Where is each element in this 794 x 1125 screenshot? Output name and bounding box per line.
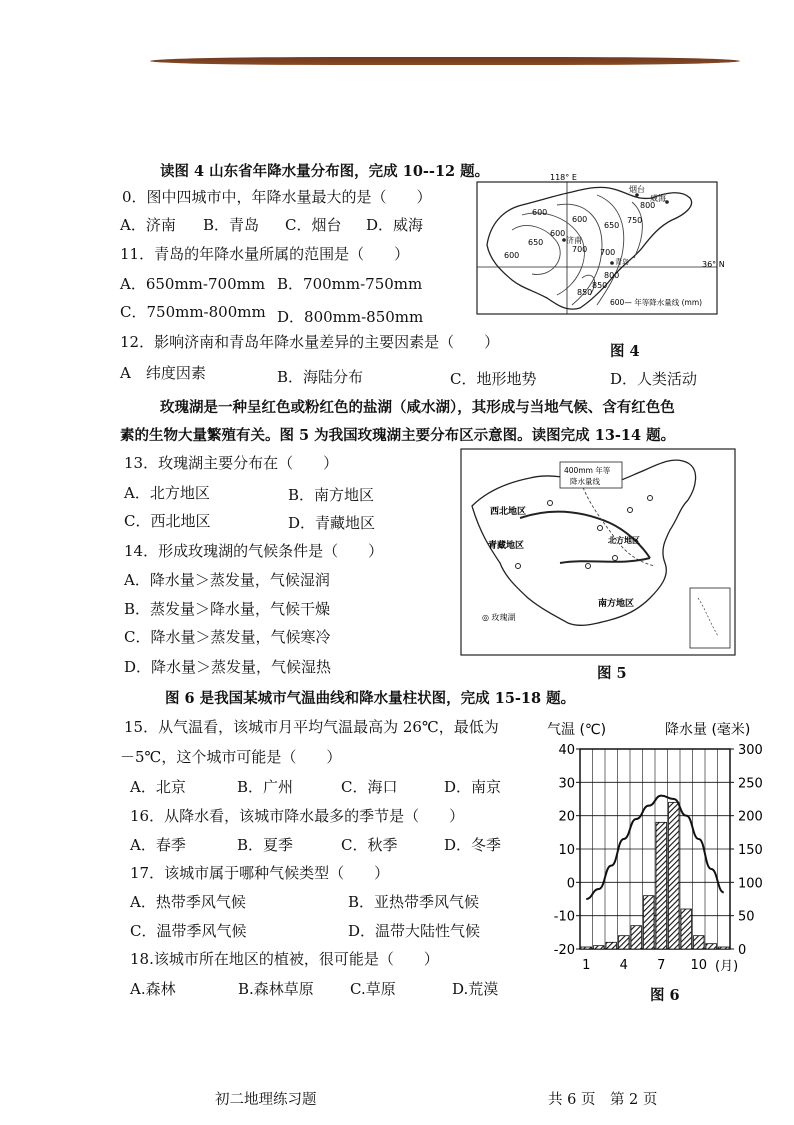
- isoline-label: 800: [640, 201, 656, 210]
- q14-option-b: B．蒸发量＞降水量，气候干燥: [124, 600, 331, 618]
- q11-option-a: A．650mm-700mm: [120, 275, 266, 293]
- region-qingzang: 青藏地区: [488, 541, 525, 551]
- city-yantai: 烟台: [629, 185, 645, 194]
- isoline-label: 700: [572, 245, 588, 254]
- isoline-label: 600: [532, 208, 548, 217]
- shandong-rainfall-map: [472, 170, 725, 320]
- q14-option-c: C．降水量＞蒸发量，气候寒冷: [124, 628, 331, 646]
- q12-option-d: D．人类活动: [610, 370, 698, 388]
- region-south: 南方地区: [598, 599, 635, 609]
- y-left-tick: 20: [558, 809, 575, 825]
- isoline-label: 850: [577, 288, 593, 297]
- question-15-stem-1: 15．从气温看，该城市月平均气温最高为 26℃，最低为: [124, 718, 499, 736]
- y-left-tick: 10: [558, 843, 575, 858]
- x-tick: 10: [690, 958, 708, 973]
- q13-option-c: C．西北地区: [124, 512, 211, 530]
- q18-option-a: A.森林: [130, 980, 176, 998]
- q13-option-b: B．南方地区: [288, 486, 375, 504]
- y-left-tick: -10: [553, 909, 575, 925]
- q16-option-d: D．冬季: [444, 836, 502, 854]
- q10-option-b: B．青岛: [203, 216, 260, 234]
- left-axis-label: 气温 (℃): [547, 722, 607, 738]
- q18-option-d: D.荒漠: [452, 980, 499, 998]
- q15-option-c: C．海口: [341, 778, 398, 796]
- climate-chart: [535, 714, 780, 984]
- y-left-tick: 30: [558, 776, 575, 792]
- question-18-stem: 18.该城市所在地区的植被，很可能是（ ）: [130, 950, 439, 968]
- y-right-tick: 150: [738, 843, 763, 858]
- q15-option-b: B．广州: [237, 778, 294, 796]
- precipitation-bar: [694, 936, 705, 949]
- isoline-label: 650: [604, 221, 620, 230]
- question-11-stem: 11．青岛的年降水量所属的范围是（ ）: [120, 245, 410, 263]
- isoline-label: 800: [604, 271, 620, 280]
- isoline-label: 750: [627, 216, 643, 225]
- q18-option-c: C.草原: [350, 980, 396, 998]
- precipitation-bar: [669, 802, 680, 949]
- x-tick: 1: [582, 958, 591, 973]
- q12-option-b: B．海陆分布: [277, 368, 364, 386]
- precipitation-bar: [619, 936, 630, 949]
- isoline-label: 600: [550, 229, 566, 238]
- y-right-tick: 250: [738, 776, 763, 792]
- region-northwest: 西北地区: [490, 507, 527, 517]
- x-unit-label: (月): [715, 959, 739, 974]
- city-weihai: 威海: [650, 194, 666, 203]
- question-14-stem: 14．形成玫瑰湖的气候条件是（ ）: [124, 542, 384, 560]
- isoline-label: 650: [528, 238, 544, 247]
- footer-title: 初二地理练习题: [215, 1092, 317, 1108]
- footer-page-number: 共 6 页 第 2 页: [548, 1092, 658, 1108]
- precipitation-bar: [656, 822, 667, 949]
- intro-section-2-line1: 玫瑰湖是一种呈红色或粉红色的盐湖（咸水湖），其形成与当地气候、含有红色色: [160, 399, 675, 416]
- question-13-stem: 13．玫瑰湖主要分布在（ ）: [124, 454, 339, 472]
- q15-option-a: A．北京: [130, 778, 186, 796]
- q10-option-d: D．威海: [366, 216, 424, 234]
- figure-5-caption: 图 5: [597, 665, 627, 682]
- y-right-tick: 200: [738, 809, 763, 825]
- precipitation-bar: [594, 946, 605, 949]
- region-north: 北方地区: [608, 536, 640, 545]
- question-16-stem: 16．从降水看，该城市降水最多的季节是（ ）: [130, 807, 465, 825]
- y-left-tick: -20: [553, 943, 575, 958]
- precipitation-bar: [681, 909, 692, 949]
- q10-option-c: C．烟台: [285, 216, 342, 234]
- q12-option-c: C．地形地势: [450, 370, 537, 388]
- x-tick: 4: [619, 958, 628, 973]
- q17-option-b: B．亚热带季风气候: [348, 893, 480, 911]
- q17-option-c: C．温带季风气候: [130, 922, 247, 940]
- q15-option-d: D．南京: [444, 778, 502, 796]
- y-right-tick: 100: [738, 876, 763, 892]
- x-tick: 7: [657, 958, 666, 973]
- question-15-stem-2: －5℃，这个城市可能是（ ）: [120, 748, 342, 766]
- city-jinan: 济南: [566, 236, 582, 245]
- q16-option-c: C．秋季: [341, 836, 398, 854]
- q16-option-b: B．夏季: [237, 836, 294, 854]
- city-qingdao: 青岛: [615, 258, 629, 266]
- precipitation-bar: [631, 926, 642, 949]
- q13-option-d: D．青藏地区: [288, 514, 376, 532]
- figure-6-caption: 图 6: [650, 987, 680, 1004]
- q16-option-a: A．春季: [130, 836, 186, 854]
- q17-option-d: D．温带大陆性气候: [348, 922, 481, 940]
- q18-option-b: B.森林草原: [238, 980, 314, 998]
- precipitation-bar: [706, 944, 717, 949]
- q13-option-a: A．北方地区: [124, 484, 210, 502]
- isoline-label: 850: [592, 281, 608, 290]
- q11-option-b: B．700mm-750mm: [277, 275, 423, 293]
- isoline-label: 600: [572, 215, 588, 224]
- right-axis-label: 降水量 (毫米): [665, 722, 751, 738]
- y-left-tick: 0: [566, 876, 575, 892]
- map5-line-label-1: 400mm 年等: [564, 466, 611, 475]
- lat-label: 36° N: [702, 260, 725, 269]
- y-right-tick: 50: [738, 909, 755, 925]
- q14-option-a: A．降水量＞蒸发量，气候湿润: [124, 571, 330, 589]
- lon-label: 118° E: [550, 173, 577, 182]
- q14-option-d: D．降水量＞蒸发量，气候湿热: [124, 658, 332, 676]
- q10-option-a: A．济南: [120, 216, 176, 234]
- precipitation-bar: [606, 942, 617, 949]
- isoline-label: 700: [600, 248, 616, 257]
- y-right-tick: 300: [738, 743, 763, 758]
- q12-option-a: A 纬度因素: [120, 364, 206, 382]
- intro-section-2-line2: 素的生物大量繁殖有关。图 5 为我国玫瑰湖主要分布区示意图。读图完成 13-14 题。: [120, 427, 676, 444]
- precipitation-bar: [719, 947, 730, 949]
- y-right-tick: 0: [738, 943, 747, 958]
- question-17-stem: 17．该城市属于哪种气候类型（ ）: [130, 864, 390, 882]
- map4-legend: 600— 年等降水量线 (mm): [610, 298, 703, 307]
- q17-option-a: A．热带季风气候: [130, 893, 246, 911]
- q11-option-c: C．750mm-800mm: [120, 303, 266, 321]
- y-left-tick: 40: [558, 743, 575, 758]
- question-10-stem: 0．图中四城市中，年降水量最大的是（ ）: [122, 188, 432, 206]
- rose-lake-distribution-map: [460, 448, 736, 656]
- map5-line-label-2: 降水量线: [570, 477, 600, 486]
- intro-section-3: 图 6 是我国某城市气温曲线和降水量柱状图，完成 15-18 题。: [165, 690, 576, 707]
- figure-4-caption: 图 4: [610, 343, 640, 360]
- question-12-stem: 12．影响济南和青岛年降水量差异的主要因素是（ ）: [120, 333, 500, 351]
- isoline-label: 600: [504, 251, 520, 260]
- precipitation-bar: [581, 947, 592, 949]
- intro-section-1: 读图 4 山东省年降水量分布图，完成 10--12 题。: [160, 163, 490, 180]
- top-decor-bar: [150, 57, 740, 65]
- map5-legend: ◎ 玫瑰湖: [482, 613, 516, 622]
- q11-option-d: D．800mm-850mm: [277, 308, 424, 326]
- precipitation-bar: [644, 896, 655, 949]
